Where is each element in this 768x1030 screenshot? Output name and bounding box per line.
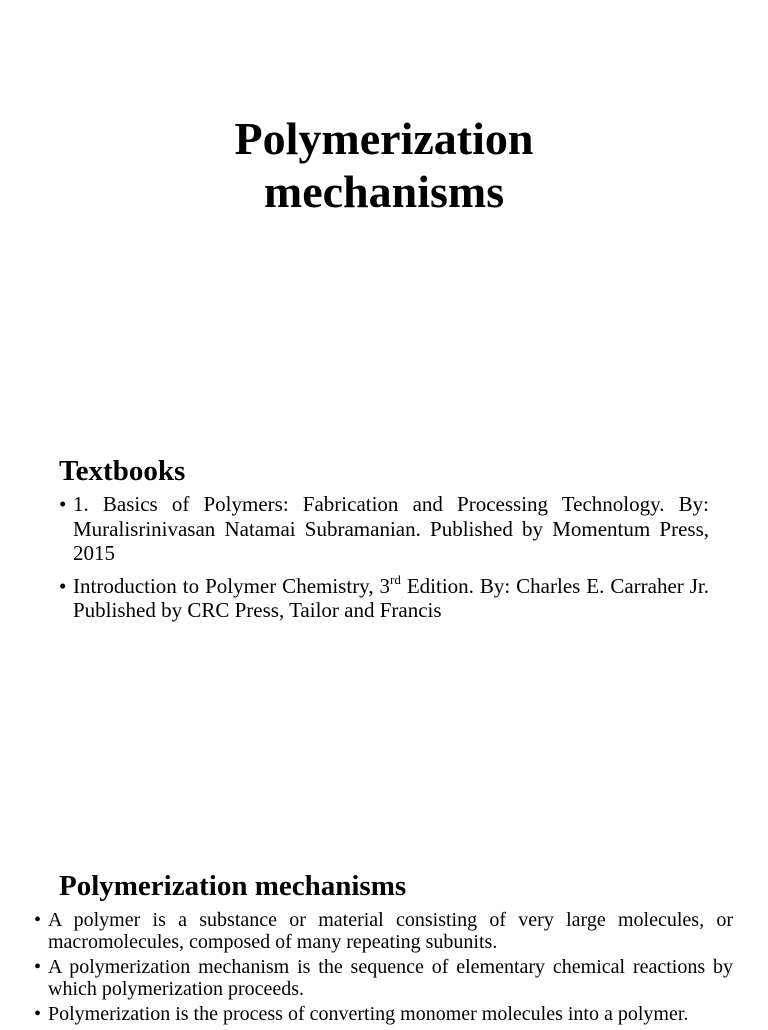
textbook-item-text-before: Introduction to Polymer Chemistry, 3 — [73, 573, 391, 598]
title-line-2: mechanisms — [263, 166, 505, 217]
mechanisms-list — [34, 910, 733, 1030]
textbook-item-text: 1. Basics of Polymers: Fabrication and Processing Technology. By: Muralisrinivasan Natamai Subramanian. Published by Momentum Press, 2015 — [73, 492, 709, 565]
textbook-item-text-after: Edition. By: Charles E. Carraher Jr. Published by CRC Press, Tailor and Francis — [73, 573, 709, 622]
title-line-1: Polymerization — [234, 113, 534, 164]
textbooks-heading: Textbooks — [59, 455, 186, 487]
page-title — [0, 112, 768, 218]
textbook-item-2 — [59, 571, 709, 623]
mechanisms-item-1 — [34, 910, 733, 953]
textbook-item-superscript: rd — [390, 571, 401, 587]
mechanisms-item-text: A polymer is a substance or material consisting of very large molecules, or macromolecules, composed of many repeating subunits. — [48, 909, 733, 953]
bullet-icon: • — [34, 1003, 42, 1025]
bullet-icon: • — [34, 909, 42, 931]
mechanisms-heading: Polymerization mechanisms — [59, 870, 407, 902]
mechanisms-item-2 — [34, 957, 733, 1000]
bullet-icon: • — [59, 573, 67, 598]
mechanisms-item-text: A polymerization mechanism is the sequence of elementary chemical reactions by which polymerization proceeds. — [48, 956, 733, 1000]
mechanisms-item-text: Polymerization is the process of converting monomer molecules into a polymer. — [48, 1003, 689, 1025]
bullet-icon: • — [59, 492, 67, 516]
mechanisms-item-3 — [34, 1004, 733, 1026]
textbook-list — [59, 492, 709, 631]
textbook-item-1 — [59, 492, 709, 566]
bullet-icon: • — [34, 956, 42, 978]
